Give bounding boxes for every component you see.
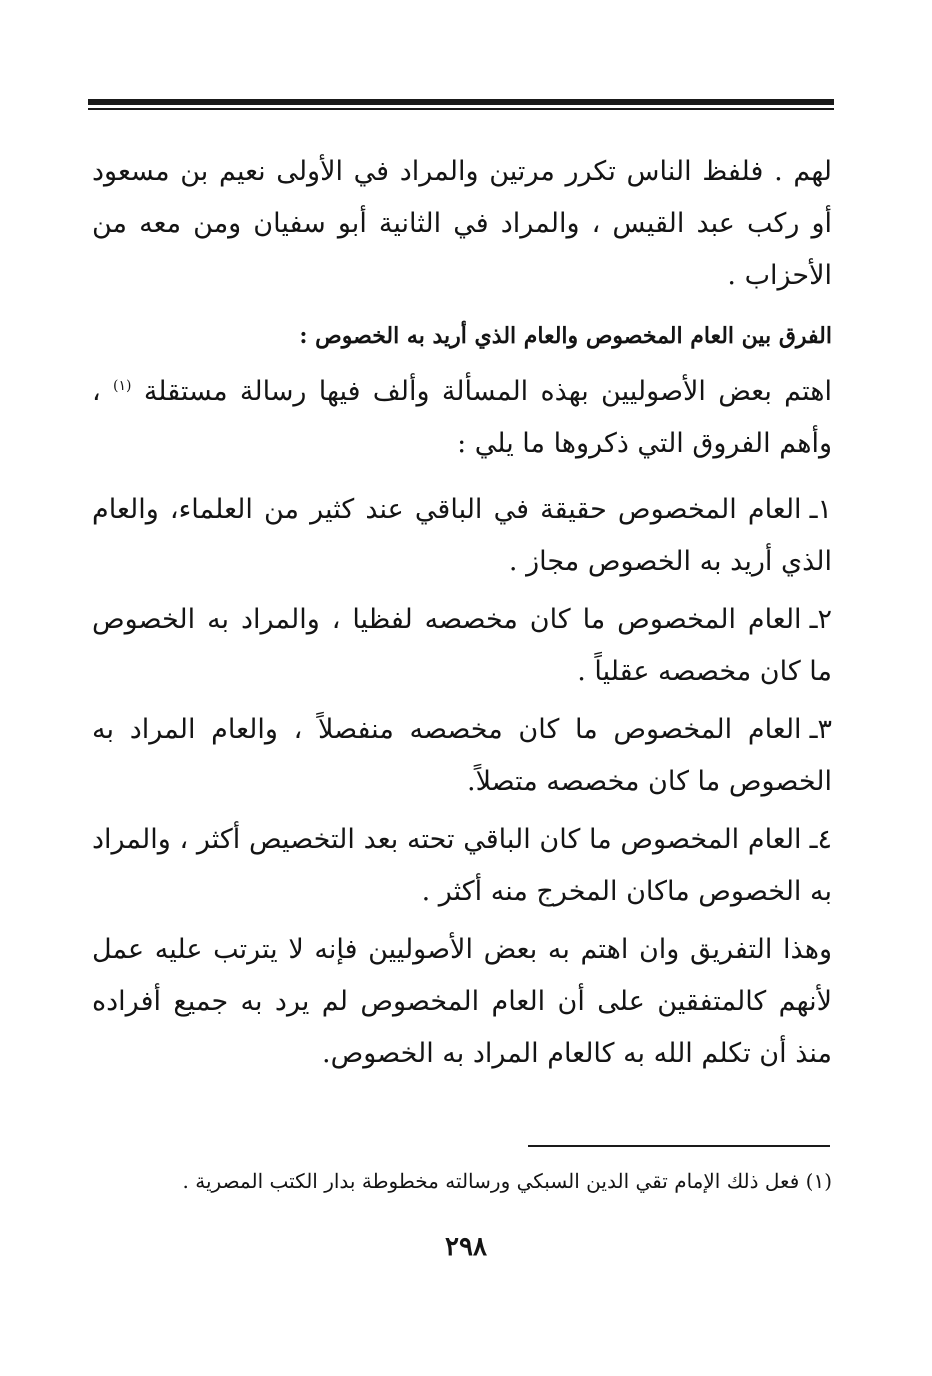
list-item: [92, 594, 832, 698]
list-item-number: ٤ـ: [809, 824, 832, 855]
list-item: [92, 484, 832, 588]
differences-intro-text: اهتم بعض الأصوليين بهذه المسألة وألف فيها رسالة مستقلة: [143, 376, 832, 407]
list-item-number: ٣ـ: [809, 714, 832, 745]
page-number: ٢٩٨: [445, 1232, 487, 1262]
list-item: [92, 704, 832, 808]
footnote-separator: [528, 1145, 830, 1147]
list-item-number: ٢ـ: [809, 604, 832, 635]
list-item-number: ١ـ: [809, 494, 832, 525]
list-item: [92, 814, 832, 918]
list-item-text: العام المخصوص ما كان مخصصه منفصلاً ، والعام المراد به الخصوص ما كان مخصصه متصلاً.: [92, 714, 832, 797]
list-item-text: العام المخصوص ما كان مخصصه لفظيا ، والمراد به الخصوص ما كان مخصصه عقلياً .: [92, 604, 832, 687]
list-item-text: العام المخصوص ما كان الباقي تحته بعد التخصيص أكثر ، والمراد به الخصوص ماكان المخرج منه أكثر .: [92, 824, 832, 907]
differences-intro-paragraph: [92, 366, 832, 470]
footnote-marker: (١): [113, 378, 132, 394]
section-heading: الفرق بين العام المخصوص والعام الذي أريد به الخصوص :: [299, 323, 832, 349]
intro-paragraph: لهم . فلفظ الناس تكرر مرتين والمراد في الأولى نعيم بن مسعود أو ركب عبد القيس ، والمراد في الثانية أبو سفيان ومن معه من الأحزاب .: [92, 156, 832, 291]
conclusion-paragraph: وهذا التفريق وان اهتم به بعض الأصوليين فإنه لا يترتب عليه عمل لأنهم كالمتفقين على أن العام المخصوص لم يرد به جميع أفراده منذ أن تكلم الله به كالعام المراد به الخصوص.: [92, 934, 832, 1069]
header-rule-thin: [88, 108, 834, 110]
footnote: (١) فعل ذلك الإمام تقي الدين السبكي ورسالته مخطوطة بدار الكتب المصرية .: [182, 1169, 832, 1193]
header-rule-thick: [88, 99, 834, 105]
differences-intro-tail: ، وأهم الفروق التي ذكروها ما يلي :: [92, 376, 832, 459]
list-item-text: العام المخصوص حقيقة في الباقي عند كثير من العلماء، والعام الذي أريد به الخصوص مجاز .: [92, 494, 832, 577]
page-body: [92, 146, 832, 1094]
